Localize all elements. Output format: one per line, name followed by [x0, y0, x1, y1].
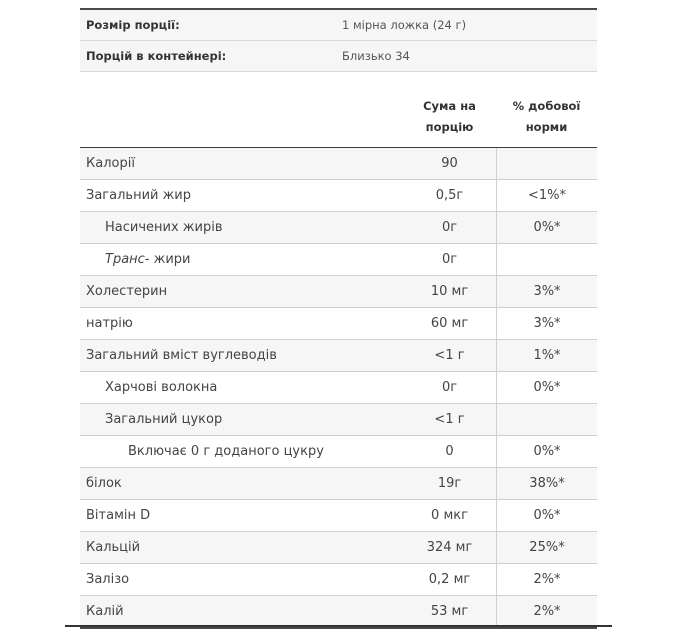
nutrient-daily-value: 0%* [496, 500, 597, 531]
table-header [80, 87, 597, 148]
nutrient-amount: 324 мг [426, 540, 473, 555]
table-row [80, 148, 597, 180]
table-row [80, 340, 597, 372]
nutrient-name: Кальцій [86, 540, 141, 555]
servings-per-container-label: Порцій в контейнері: [86, 49, 227, 63]
nutrient-name: Вітамін D [86, 508, 151, 523]
nutrient-name: Включає 0 г доданого цукру [128, 444, 324, 459]
nutrient-amount: 0г [441, 220, 458, 235]
nutrient-daily-value [496, 148, 597, 179]
nutrient-daily-value: 1%* [496, 340, 597, 371]
table-row [80, 212, 597, 244]
nutrient-name: Загальний вміст вуглеводів [86, 348, 277, 363]
nutrient-daily-value: 0%* [496, 436, 597, 467]
nutrient-daily-value: 0%* [496, 212, 597, 243]
nutrient-amount: 0 мкг [431, 508, 468, 523]
nutrient-name: Загальний цукор [105, 412, 223, 427]
nutrient-amount: 0,2 мг [428, 572, 471, 587]
serving-size-label: Розмір порції: [86, 18, 180, 32]
nutrient-table [80, 148, 597, 629]
nutrient-name-italic: Транс- [105, 252, 150, 267]
nutrient-name: Харчові волокна [105, 380, 218, 395]
serving-size-row [80, 10, 597, 41]
nutrient-amount: 53 мг [430, 604, 469, 619]
serving-size-value: 1 мірна ложка (24 г) [342, 18, 467, 32]
table-row [80, 532, 597, 564]
table-row [80, 308, 597, 340]
nutrient-name: Загальний жир [86, 188, 192, 203]
nutrient-daily-value: 3%* [496, 308, 597, 339]
table-row [80, 244, 597, 276]
nutrient-daily-value: <1%* [496, 180, 597, 211]
nutrient-amount: <1 г [434, 348, 465, 363]
nutrient-amount: 0г [441, 380, 458, 395]
bottom-divider [65, 625, 612, 627]
nutrient-daily-value: 2%* [496, 596, 597, 627]
amount-per-serving-header [403, 87, 496, 147]
table-row [80, 180, 597, 212]
nutrient-daily-value [496, 244, 597, 275]
nutrient-daily-value: 25%* [496, 532, 597, 563]
nutrient-name: Холестерин [86, 284, 168, 299]
table-row [80, 372, 597, 404]
dv-header-line1: % добової [512, 99, 581, 113]
nutrient-amount: 60 мг [430, 316, 469, 331]
nutrient-amount: 0,5г [435, 188, 464, 203]
servings-per-container-value: Близько 34 [342, 49, 410, 63]
daily-value-header [496, 87, 597, 147]
table-row [80, 500, 597, 532]
nutrient-name: Калорії [86, 156, 135, 171]
nutrient-name: білок [86, 476, 122, 491]
table-row [80, 436, 597, 468]
nutrient-name: Залізо [86, 572, 130, 587]
nutrient-amount: 0г [441, 252, 458, 267]
nutrition-facts-panel [80, 8, 597, 629]
dv-header-line2: норми [525, 120, 568, 134]
nutrient-daily-value: 0%* [496, 372, 597, 403]
servings-per-container-row [80, 41, 597, 72]
nutrient-name [80, 252, 403, 267]
table-row [80, 404, 597, 436]
nutrient-daily-value: 38%* [496, 468, 597, 499]
nutrient-name: натрію [86, 316, 133, 331]
amount-header-line2: порцію [425, 120, 474, 134]
nutrient-amount: 10 мг [430, 284, 469, 299]
nutrient-name-rest: жири [149, 252, 191, 267]
nutrient-amount: 90 [441, 156, 458, 171]
nutrient-name: Калій [86, 604, 124, 619]
nutrient-amount: 19г [437, 476, 462, 491]
nutrient-daily-value: 2%* [496, 564, 597, 595]
nutrient-daily-value: 3%* [496, 276, 597, 307]
table-row [80, 276, 597, 308]
nutrient-amount: <1 г [434, 412, 465, 427]
table-row [80, 468, 597, 500]
nutrient-amount: 0 [445, 444, 454, 459]
amount-header-line1: Сума на [423, 99, 476, 113]
table-row [80, 564, 597, 596]
nutrient-name: Насичених жирів [105, 220, 223, 235]
nutrient-daily-value [496, 404, 597, 435]
